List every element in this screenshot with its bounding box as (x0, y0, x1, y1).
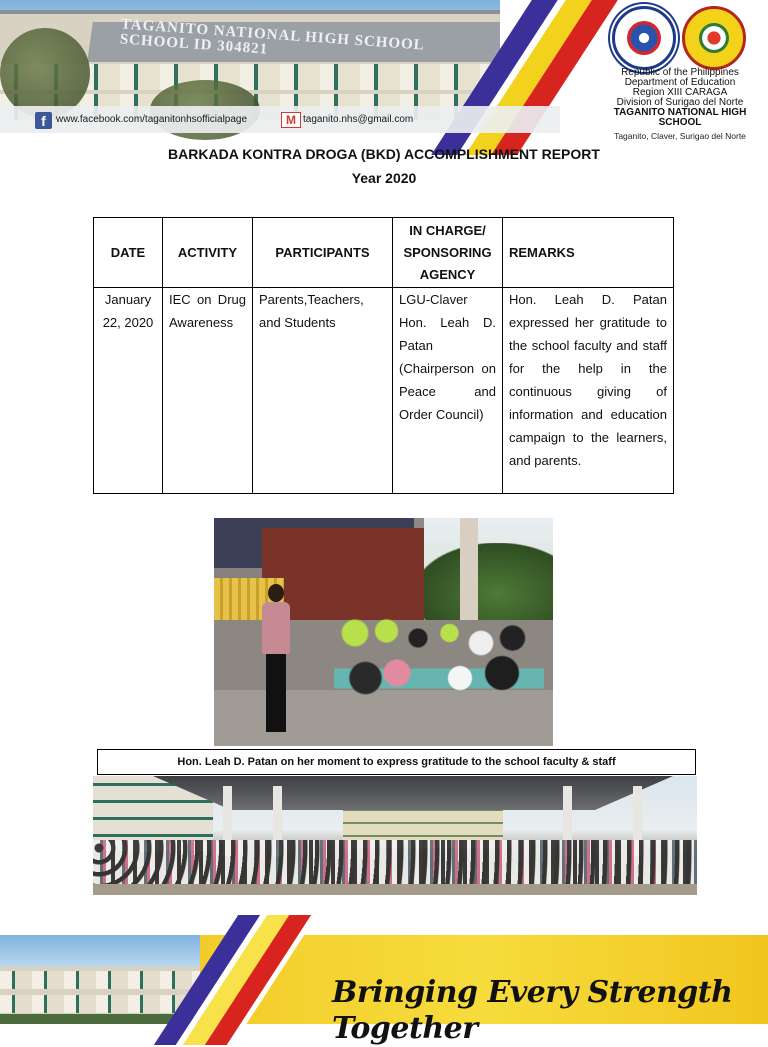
report-title-main: BARKADA KONTRA DROGA (BKD) ACCOMPLISHMENT REPORT (168, 146, 600, 162)
report-year: Year 2020 (351, 170, 417, 186)
photo-audience (93, 840, 697, 888)
agency-block (596, 68, 764, 141)
agency-school-name: TAGANITO NATIONAL HIGH SCHOOL (613, 107, 747, 128)
photo-caption: Hon. Leah D. Patan on her moment to express gratitude to the school faculty & staff (97, 749, 696, 775)
table-row (94, 288, 674, 494)
report-title (0, 142, 768, 190)
footer-banner (0, 935, 768, 1046)
audience-photo (93, 776, 697, 895)
gmail-icon: M (281, 112, 301, 128)
cell-activity: IEC on Drug Awareness (163, 288, 253, 494)
email-address[interactable]: taganito.nhs@gmail.com (303, 114, 414, 125)
school-seal-icon (682, 6, 746, 70)
footer-tagline: Bringing Every Strength Together (332, 975, 733, 1046)
facebook-icon: f (35, 112, 52, 129)
letterhead-banner (0, 0, 768, 141)
cell-participants: Parents,Teachers, and Students (253, 288, 393, 494)
photo-pillar (460, 518, 478, 628)
accomplishment-table (93, 217, 674, 494)
agency-region: Region XIII CARAGA (632, 87, 728, 98)
photo-audience (334, 613, 544, 713)
cell-remarks: Hon. Leah D. Patan expressed her gratitude to the school faculty and staff for the help in the continuous giving of information and education campaign to the learners, and parents. (503, 288, 674, 494)
header-activity: ACTIVITY (163, 218, 253, 288)
photo-speaker (258, 584, 294, 734)
photo-ground (93, 884, 697, 895)
speaker-photo (214, 518, 553, 746)
cell-in-charge: LGU-Claver Hon. Leah D. Patan (Chairperson on Peace and Order Council) (393, 288, 503, 494)
agency-republic: Republic of the Philippines (621, 67, 739, 78)
banner-tree (0, 28, 90, 118)
header-participants: PARTICIPANTS (253, 218, 393, 288)
table-header-row (94, 218, 674, 288)
agency-department: Department of Education (624, 77, 736, 88)
facebook-url[interactable]: www.facebook.com/taganitonhsofficialpage (56, 114, 248, 125)
header-remarks: REMARKS (503, 218, 674, 288)
header-date: DATE (94, 218, 163, 288)
agency-address: Taganito, Claver, Surigao del Norte (614, 131, 746, 141)
header-in-charge: IN CHARGE/ SPONSORING AGENCY (393, 218, 503, 288)
cell-date: January 22, 2020 (94, 288, 163, 494)
deped-seal-icon (612, 6, 676, 70)
banner-roof-sign: TAGANITO NATIONAL HIGH SCHOOL SCHOOL ID 304821 (119, 16, 426, 58)
agency-division: Division of Surigao del Norte (616, 97, 744, 108)
